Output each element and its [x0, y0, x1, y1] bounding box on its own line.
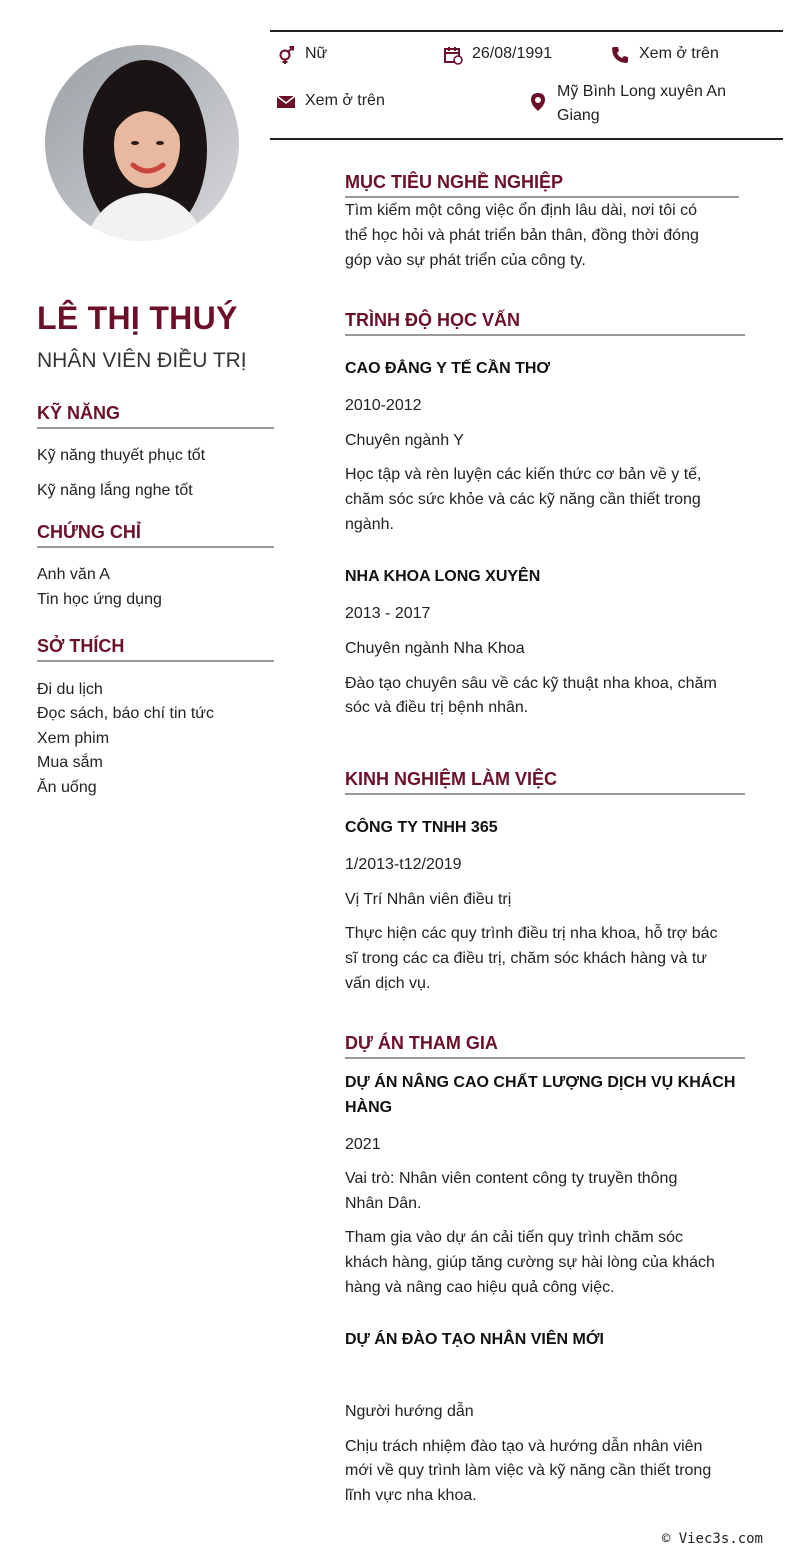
project-name-line: DỰ ÁN NÂNG CAO CHẤT LƯỢNG DỊCH VỤ KHÁCH — [345, 1074, 736, 1091]
experience-heading: KINH NGHIỆM LÀM VIỆC — [345, 769, 745, 795]
project-year: 2021 — [345, 1136, 381, 1153]
education-school: CAO ĐẲNG Y TẾ CẦN THƠ — [345, 360, 551, 377]
project-name-line: HÀNG — [345, 1099, 393, 1116]
hobby-item: Đi du lịch — [37, 681, 103, 698]
education-heading: TRÌNH ĐỘ HỌC VẤN — [345, 310, 745, 336]
project-desc-line: mới về quy trình làm việc và kỹ năng cần thiết trong — [345, 1462, 712, 1479]
project-desc-line: Tham gia vào dự án cải tiến quy trình chăm sóc — [345, 1229, 683, 1246]
certificate-item: Anh văn A — [37, 566, 110, 583]
address-line-1: Mỹ Bình Long xuyên An — [557, 83, 726, 100]
phone-value: Xem ở trên — [639, 45, 719, 62]
skills-heading: KỸ NĂNG — [37, 403, 274, 429]
birthdate-value: 26/08/1991 — [472, 45, 553, 62]
experience-desc-line: sĩ trong các ca điều trị, chăm sóc khách hàng và tư — [345, 950, 707, 967]
objective-heading: MỤC TIÊU NGHỀ NGHIỆP — [345, 172, 739, 198]
education-major: Chuyên ngành Y — [345, 432, 464, 449]
certificates-heading: CHỨNG CHỈ — [37, 522, 274, 548]
project-role-line: Nhân Dân. — [345, 1195, 422, 1212]
hobby-item: Mua sắm — [37, 754, 103, 771]
education-period: 2013 - 2017 — [345, 605, 431, 622]
location-icon — [528, 92, 548, 112]
experience-company: CÔNG TY TNHH 365 — [345, 819, 498, 836]
hobbies-heading: SỞ THÍCH — [37, 636, 274, 662]
experience-desc-line: vấn dịch vụ. — [345, 975, 431, 992]
project-desc-line: khách hàng, giúp tăng cường sự hài lòng của khách — [345, 1254, 715, 1271]
gender-icon — [276, 45, 296, 65]
projects-heading: DỰ ÁN THAM GIA — [345, 1033, 745, 1059]
hobby-item: Ăn uống — [37, 779, 97, 796]
certificate-item: Tin học ứng dụng — [37, 591, 162, 608]
education-desc-line: Học tập và rèn luyện các kiến thức cơ bản về y tế, — [345, 466, 702, 483]
education-desc-line: ngành. — [345, 516, 394, 533]
phone-icon — [610, 45, 630, 65]
hobby-item: Xem phim — [37, 730, 110, 747]
education-desc-line: sóc và điều trị bệnh nhân. — [345, 699, 529, 716]
candidate-role: NHÂN VIÊN ĐIỀU TRỊ — [37, 349, 247, 372]
objective-line: góp vào sự phát triển của công ty. — [345, 252, 586, 269]
experience-position: Vị Trí Nhân viên điều trị — [345, 891, 512, 908]
education-desc-line: chăm sóc sức khỏe và các kỹ năng cần thiết trong — [345, 491, 701, 508]
objective-line: thể học hỏi và phát triển bản thân, đồng thời đóng — [345, 227, 699, 244]
experience-desc-line: Thực hiện các quy trình điều trị nha khoa, hỗ trợ bác — [345, 925, 718, 942]
education-desc-line: Đào tạo chuyên sâu về các kỹ thuật nha khoa, chăm — [345, 675, 717, 692]
email-value: Xem ở trên — [305, 92, 385, 109]
contact-bar — [270, 30, 783, 140]
education-school: NHA KHOA LONG XUYÊN — [345, 568, 541, 585]
candidate-name: LÊ THỊ THUÝ — [37, 300, 238, 336]
address-line-2: Giang — [557, 107, 600, 124]
objective-line: Tìm kiếm một công việc ổn định lâu dài, nơi tôi có — [345, 202, 697, 219]
project-desc-line: hàng và nâng cao hiệu quả công việc. — [345, 1279, 615, 1296]
skill-item: Kỹ năng lắng nghe tốt — [37, 482, 193, 499]
education-period: 2010-2012 — [345, 397, 422, 414]
calendar-icon — [443, 45, 463, 65]
gender-value: Nữ — [305, 45, 328, 62]
hobby-item: Đọc sách, báo chí tin tức — [37, 705, 215, 722]
footer-watermark: © Viec3s.com — [661, 1531, 763, 1547]
profile-photo — [45, 45, 239, 241]
project-role: Người hướng dẫn — [345, 1403, 474, 1420]
project-desc-line: Chịu trách nhiệm đào tạo và hướng dẫn nhân viên — [345, 1438, 703, 1455]
education-major: Chuyên ngành Nha Khoa — [345, 640, 525, 657]
project-role-line: Vai trò: Nhân viên content công ty truyền thông — [345, 1170, 678, 1187]
experience-period: 1/2013-t12/2019 — [345, 856, 462, 873]
email-icon — [276, 92, 296, 112]
project-name: DỰ ÁN ĐÀO TẠO NHÂN VIÊN MỚI — [345, 1331, 604, 1348]
skill-item: Kỹ năng thuyết phục tốt — [37, 447, 206, 464]
project-desc-line: lĩnh vực nha khoa. — [345, 1487, 477, 1504]
